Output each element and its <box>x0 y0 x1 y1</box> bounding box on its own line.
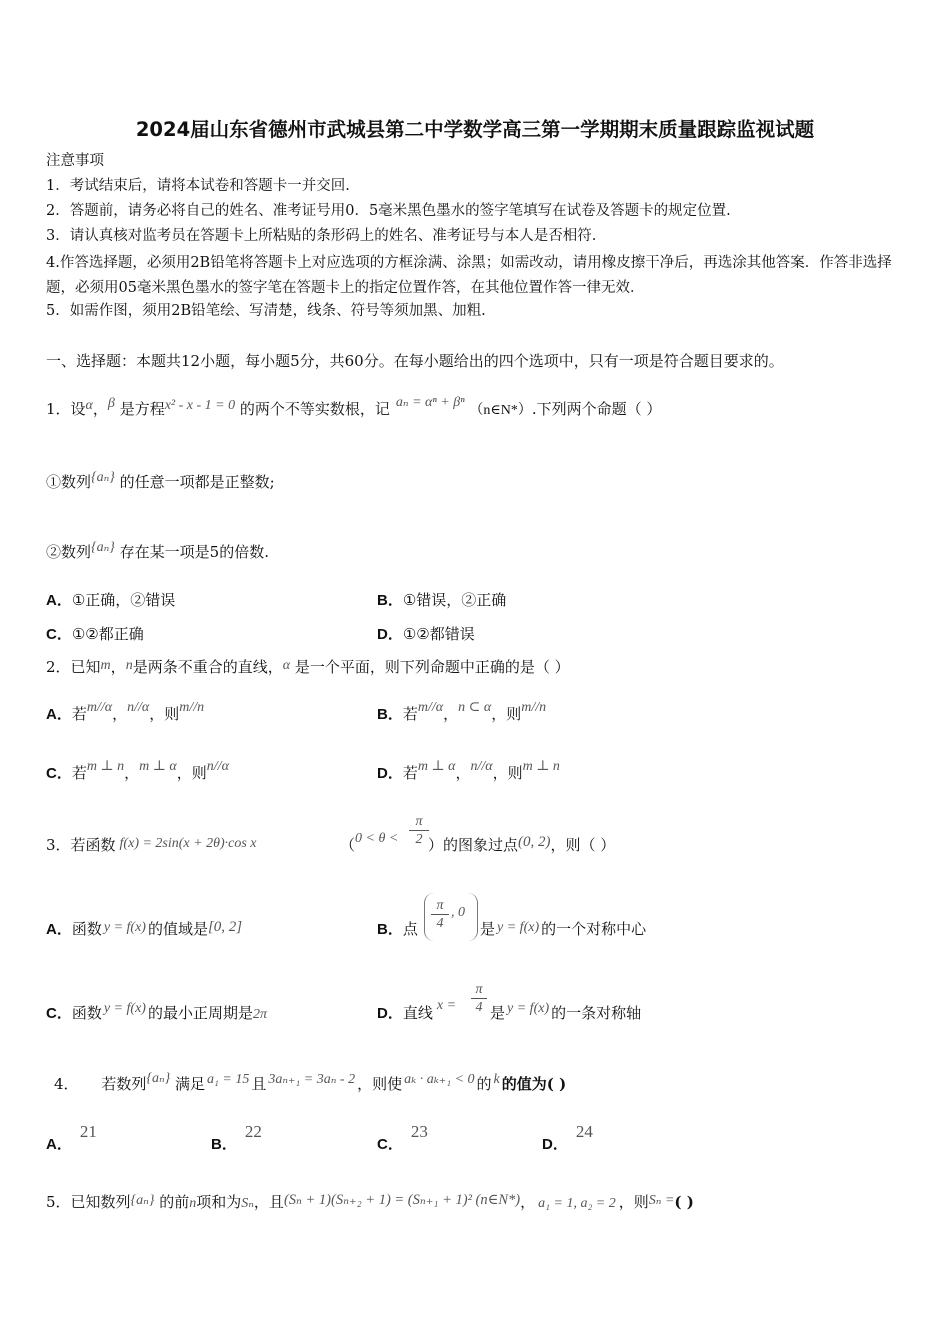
q4-initial: a₁ = 15 <box>207 1072 250 1087</box>
option-label: B． <box>211 1136 237 1153</box>
comma: ， <box>443 705 459 723</box>
q1-beta: β <box>107 396 115 411</box>
option-label: B． <box>377 921 403 938</box>
q4-text2: 满足 <box>175 1075 206 1093</box>
option-text: 的值域是 <box>147 920 208 938</box>
option-text: 的一条对称轴 <box>551 1004 642 1022</box>
option-label: A． <box>46 592 72 609</box>
if-word: 若 <box>402 705 418 723</box>
q3-d-fraction <box>471 981 487 1016</box>
q2-n: n <box>125 658 133 673</box>
q1-alpha: α <box>85 398 93 413</box>
comma: ， <box>455 764 471 782</box>
q4-inequality: aₖ · aₖ₊₁ < 0 <box>404 1072 475 1087</box>
q1-s2-text: 存在某一项是5的倍数. <box>119 543 269 561</box>
q3-fraction-numerator: π <box>415 814 423 829</box>
q2-option-b[interactable] <box>377 700 547 726</box>
question-4 <box>54 1071 567 1096</box>
comma: ， <box>112 705 128 723</box>
q1-s1-sequence: {aₙ} <box>91 470 115 485</box>
q2-c-conclusion: n//α <box>206 759 229 774</box>
option-label: A． <box>46 706 72 723</box>
option-text: 点 <box>402 920 418 938</box>
q2-a-premise2: n//α <box>127 700 150 715</box>
q3-b-numerator: π <box>436 898 444 913</box>
q1-text2: 的两个不等实数根，记 <box>239 400 390 418</box>
q1-sep: ， <box>92 400 108 418</box>
q2-c-premise1: m ⊥ n <box>86 759 125 774</box>
q3-tail <box>428 835 615 856</box>
q2-b-premise2: n ⊂ α <box>458 700 492 715</box>
q2-a-conclusion: m//n <box>179 700 205 715</box>
q1-sequence-formula: aₙ = αⁿ + βⁿ <box>395 395 465 410</box>
option-label: A． <box>46 921 72 938</box>
option-label: C． <box>46 626 72 643</box>
q2-c-premise2: m ⊥ α <box>139 759 177 774</box>
question-5 <box>46 1192 694 1214</box>
note-item: 4.作答选择题，必须用2B铅笔将答题卡上对应选项的方框涂满、涂黑；如需改动，请用橡皮擦干净后，再选涂其他答案．作答非选择题，必须用05毫米黑色墨水的签字笔在答题卡上的指定位置作答，在其他位置作答一律无效． <box>46 255 892 296</box>
q3-b-function: y = f(x) <box>497 920 540 935</box>
q2-d-premise2: n//α <box>470 759 493 774</box>
q1-s1-text: 的任意一项都是正整数; <box>119 473 275 491</box>
q5-n: n <box>189 1196 197 1211</box>
q3-num: 3．若函数 <box>46 836 116 854</box>
q3-point: (0, 2) <box>518 834 551 850</box>
q1-option-a[interactable] <box>46 590 175 611</box>
option-value: 21 <box>79 1122 97 1141</box>
q3-function: f(x) = 2sin(x + 2θ)·cos x <box>119 836 257 851</box>
option-label: C． <box>46 765 72 782</box>
q5-text1: 的前 <box>159 1193 190 1211</box>
q4-recurrence: 3aₙ₊₁ = 3aₙ - 2 <box>268 1072 356 1087</box>
q5-text2: 项和为 <box>196 1193 242 1211</box>
q4-text1: 若数列 <box>101 1075 147 1093</box>
q5-num: 5．已知数列 <box>46 1193 131 1211</box>
q2-b-conclusion: m//n <box>521 700 547 715</box>
then-word: ，则 <box>149 705 180 723</box>
q2-d-premise1: m ⊥ α <box>417 759 456 774</box>
q3-d-x: x = <box>436 998 457 1013</box>
q1-text1: 是方程 <box>119 400 165 418</box>
comma: ， <box>124 764 140 782</box>
q1-option-d[interactable] <box>377 624 475 645</box>
option-text: 的最小正周期是 <box>147 1004 253 1022</box>
q5-sn: Sₙ <box>241 1196 254 1211</box>
q2-num: 2．已知 <box>46 658 101 676</box>
option-value: 22 <box>244 1122 262 1141</box>
q3-c-function: y = f(x) <box>103 1001 146 1016</box>
q2-option-c[interactable] <box>46 759 229 785</box>
option-label: B． <box>377 592 403 609</box>
question-3 <box>46 835 257 857</box>
q3-option-b-tail <box>480 919 646 941</box>
option-label: D． <box>377 626 403 643</box>
q2-d-conclusion: m ⊥ n <box>522 759 560 774</box>
q4-option-c[interactable] <box>377 1122 428 1155</box>
q3-option-d-tail <box>490 1003 641 1025</box>
option-label: D． <box>377 1005 403 1022</box>
q4-num: 4． <box>54 1075 79 1093</box>
q1-s2-prefix: ②数列 <box>46 543 92 561</box>
option-label: D． <box>377 765 403 782</box>
then-word: ，则 <box>176 764 207 782</box>
q2-option-a[interactable] <box>46 700 205 726</box>
q1-num: 1．设 <box>46 400 86 418</box>
option-value: 24 <box>575 1122 593 1141</box>
then-word: ，则 <box>492 764 523 782</box>
option-label: C． <box>377 1136 403 1153</box>
note-item: 2．答题前，请务必将自己的姓名、准考证号用0．5毫米黑色墨水的签字笔填写在试卷及答题卡的规定位置. <box>46 203 731 219</box>
option-text: 是 <box>480 920 496 938</box>
q2-b-premise1: m//α <box>417 700 444 715</box>
question-1 <box>46 395 662 421</box>
q2-sep: ， <box>110 658 126 676</box>
q5-text5: ( ) <box>674 1193 694 1211</box>
q1-s2-sequence: {aₙ} <box>91 540 115 555</box>
q2-text2: 是一个平面，则下列命题中正确的是（ ） <box>294 658 570 676</box>
q3-b-denominator: 4 <box>436 916 444 931</box>
q5-text4: ，则 <box>618 1193 649 1211</box>
q3-option-a[interactable] <box>46 919 242 941</box>
q5-sep: ， <box>520 1193 536 1211</box>
q2-text1: 是两条不重合的直线， <box>132 658 283 676</box>
q3-text1: 的图象过点 <box>443 836 519 854</box>
q3-text2: ，则（ ） <box>550 836 616 854</box>
note-item: 5．如需作图，须用2B铅笔绘、写清楚，线条、符号等须加黑、加粗. <box>46 303 486 319</box>
q2-a-premise1: m//α <box>86 700 113 715</box>
q2-alpha: α <box>282 658 291 673</box>
q1-equation: x² - x - 1 = 0 <box>164 398 236 413</box>
q1-statement-1 <box>46 472 275 494</box>
option-text: 函数 <box>71 1004 102 1022</box>
q3-condition-left: 0 < θ < <box>355 831 399 846</box>
q5-text3: ，且 <box>253 1193 284 1211</box>
option-label: B． <box>377 706 403 723</box>
q1-condition: （n∈N*） <box>469 403 532 418</box>
option-text: ①正确，②错误 <box>71 591 176 609</box>
q3-option-b[interactable] <box>377 919 418 940</box>
q3-b-fraction <box>431 897 449 932</box>
q4-and: 且 <box>251 1075 267 1093</box>
if-word: 若 <box>402 764 418 782</box>
option-text: 是 <box>490 1004 506 1022</box>
q5-sequence: {aₙ} <box>130 1193 155 1208</box>
q1-option-b[interactable] <box>377 590 506 611</box>
q3-c-period: 2π <box>252 1007 267 1022</box>
q4-text3: ，则使 <box>357 1075 403 1093</box>
then-word: ，则 <box>491 705 522 723</box>
q4-sequence: {aₙ} <box>146 1071 171 1086</box>
q4-text4: 的 <box>476 1075 492 1093</box>
q4-option-a[interactable] <box>46 1122 97 1155</box>
q2-m: m <box>100 658 111 673</box>
q3-a-function: y = f(x) <box>103 920 146 935</box>
if-word: 若 <box>71 705 87 723</box>
option-text: ①错误，②正确 <box>402 591 507 609</box>
q5-initial: a₁ = 1, a₂ = 2 <box>538 1196 616 1211</box>
q3-fraction-denominator: 2 <box>415 832 423 847</box>
option-text: ①②都正确 <box>71 625 144 643</box>
option-value: 23 <box>410 1122 428 1141</box>
option-label: A． <box>46 1136 72 1153</box>
q4-option-d[interactable] <box>542 1122 593 1155</box>
q2-option-d[interactable] <box>377 759 560 785</box>
page-title: 2024届山东省德州市武城县第二中学数学高三第一学期期末质量跟踪监视试题 <box>135 118 815 141</box>
q1-text3: .下列两个命题（ ） <box>531 400 662 418</box>
q3-paren-open: （ <box>340 836 356 854</box>
q3-d-function: y = f(x) <box>507 1001 550 1016</box>
q1-s1-prefix: ①数列 <box>46 473 92 491</box>
option-label: C． <box>46 1005 72 1022</box>
q1-statement-2 <box>46 542 269 564</box>
q4-k: k <box>493 1072 500 1087</box>
q3-a-range: [0, 2] <box>207 919 243 935</box>
if-word: 若 <box>71 764 87 782</box>
q3-b-point <box>424 893 478 941</box>
q3-condition <box>340 831 399 857</box>
q3-fraction <box>409 813 429 848</box>
option-text: 直线 <box>402 1004 433 1022</box>
q3-d-numerator: π <box>475 982 483 997</box>
q3-option-d[interactable] <box>377 998 457 1025</box>
option-text: ①②都错误 <box>402 625 475 643</box>
q3-d-denominator: 4 <box>475 1000 483 1015</box>
q4-option-b[interactable] <box>211 1122 262 1155</box>
q3-option-c[interactable] <box>46 1003 267 1025</box>
q5-sn-equals: Sₙ = <box>648 1193 675 1208</box>
q4-text5: 的值为( ) <box>501 1075 567 1093</box>
q3-b-zero: , 0 <box>451 905 465 920</box>
option-text: 函数 <box>71 920 102 938</box>
note-item: 1．考试结束后，请将本试卷和答题卡一并交回. <box>46 178 350 194</box>
question-2 <box>46 657 570 679</box>
q1-option-c[interactable] <box>46 624 144 645</box>
notes-heading: 注意事项 <box>46 153 104 169</box>
q3-paren-close: ） <box>428 836 444 854</box>
option-label: D． <box>542 1136 568 1153</box>
section-heading: 一、选择题：本题共12小题，每小题5分，共60分。在每小题给出的四个选项中，只有一项是符合题目要求的。 <box>46 352 784 370</box>
q5-equation: (Sₙ + 1)(Sₙ₊₂ + 1) = (Sₙ₊₁ + 1)² (n∈N*) <box>283 1192 521 1208</box>
option-text: 的一个对称中心 <box>541 920 647 938</box>
note-item: 3．请认真核对监考员在答题卡上所粘贴的条形码上的姓名、准考证号与本人是否相符. <box>46 228 597 244</box>
